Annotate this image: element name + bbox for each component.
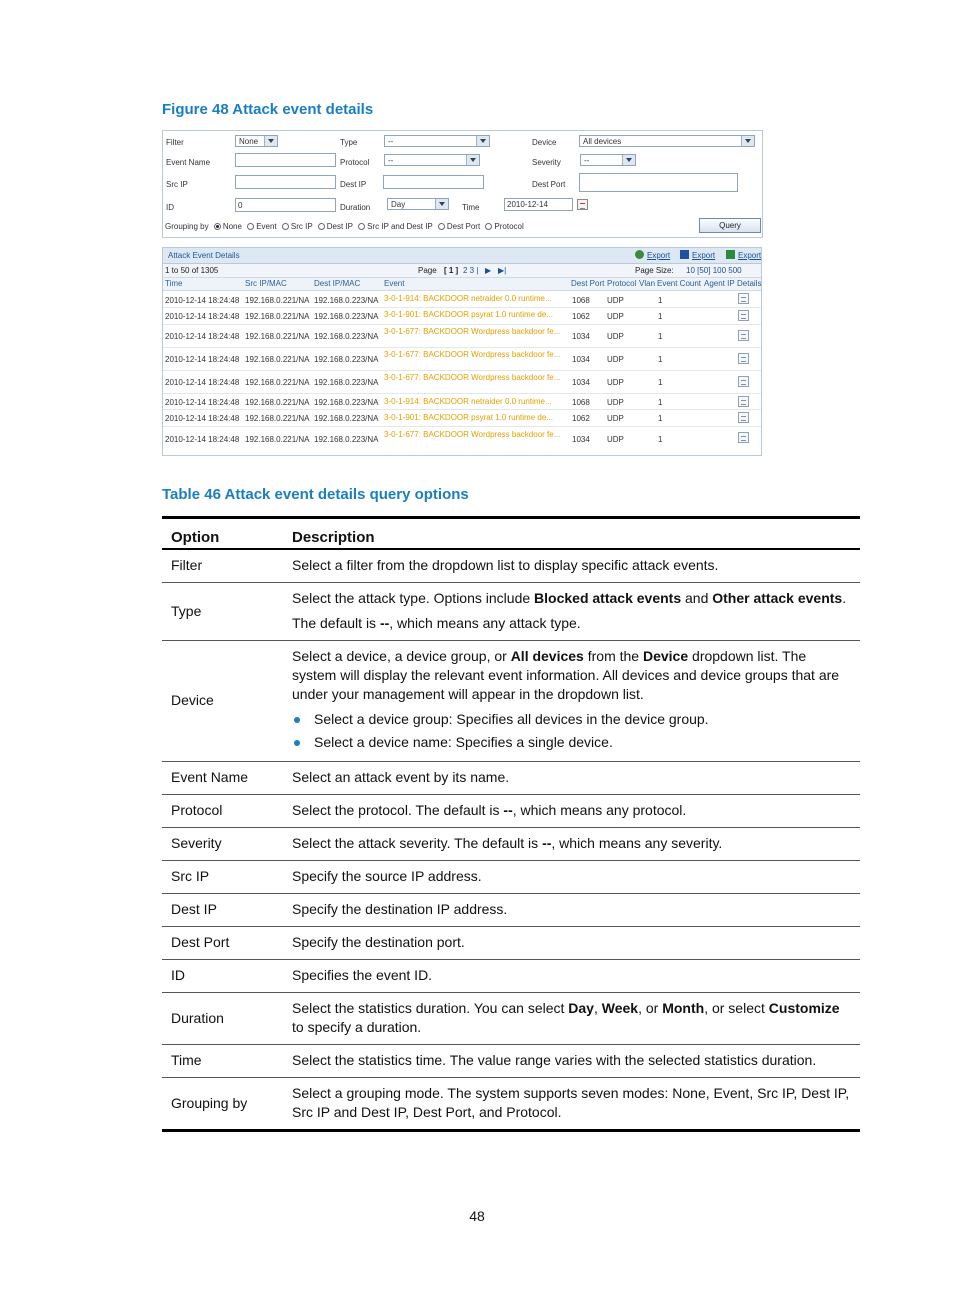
dest-ip-input[interactable]	[383, 175, 484, 189]
page-number: 48	[469, 1208, 485, 1224]
table-row: Protocol Select the protocol. The default is --, which means any protocol.	[162, 795, 860, 828]
details-icon[interactable]	[738, 432, 749, 443]
page-links[interactable]: 2 3 |	[463, 266, 479, 275]
chevron-down-icon	[741, 136, 754, 146]
table-column-headers	[163, 278, 761, 291]
radio-protocol[interactable]	[485, 223, 492, 230]
table-row[interactable]: 2010-12-14 18:24:48 192.168.0.221/NA 192.168.0.223/NA 3-0-1-901: BACKDOOR psyrat 1.0 runtime de... 1062 UDP 1	[163, 308, 761, 325]
next-page-icon[interactable]: ▶	[485, 266, 492, 275]
word-export-icon	[680, 250, 689, 259]
table-row: Dest Port Specify the destination port.	[162, 927, 860, 960]
radio-dest-port-label: Dest Port	[446, 222, 481, 231]
radio-event[interactable]	[247, 223, 254, 230]
table-row: Event Name Select an attack event by its name.	[162, 762, 860, 795]
severity-select[interactable]: --	[580, 154, 636, 166]
grouping-radio-group	[165, 222, 524, 231]
details-icon[interactable]	[738, 353, 749, 364]
radio-event-label: Event	[256, 222, 277, 231]
table-caption: Table 46 Attack event details query options	[162, 486, 469, 503]
table-row: Type Select the attack type. Options include Blocked attack events and Other attack events. The default is --, which means any attack type.	[162, 583, 860, 641]
chevron-down-icon	[476, 136, 489, 146]
export-csv-link[interactable]: Export	[635, 250, 670, 260]
chevron-down-icon	[622, 155, 635, 165]
radio-src-ip-label: Src IP	[290, 222, 313, 231]
radio-none[interactable]	[214, 223, 221, 230]
details-icon[interactable]	[738, 310, 749, 321]
page-label: Page	[418, 266, 437, 275]
page-size-label: Page Size:	[635, 266, 674, 275]
record-range: 1 to 50 of 1305	[165, 266, 219, 275]
device-bullet-list	[292, 708, 851, 754]
col-vlan[interactable]: Vlan	[639, 279, 656, 288]
event-name-input[interactable]	[235, 153, 336, 167]
table-header-row	[162, 518, 860, 550]
table-row[interactable]: 2010-12-14 18:24:48 192.168.0.221/NA 192.168.0.223/NA 3-0-1-914: BACKDOOR netraider 0.0 runtime... 1068 UDP 1	[163, 291, 761, 308]
table-row: ID Specifies the event ID.	[162, 960, 860, 993]
table-row: Src IP Specify the source IP address.	[162, 861, 860, 894]
col-dest-port[interactable]: Dest Port	[571, 279, 605, 288]
pagination-bar	[163, 264, 761, 278]
table-header-bar	[163, 248, 761, 264]
radio-src-and-dest-ip-label: Src IP and Dest IP	[367, 222, 433, 231]
page-size-options[interactable]: 10 [50] 100 500	[686, 266, 742, 275]
filter-label: Filter	[166, 138, 184, 147]
excel-export-icon	[726, 250, 735, 259]
table-row: Grouping by Select a grouping mode. The system supports seven modes: None, Event, Src IP, Dest IP, Src IP and Dest IP, Dest Port, and Protocol.	[162, 1078, 860, 1131]
attack-event-table	[162, 247, 762, 456]
current-page: [ 1 ]	[444, 266, 459, 275]
table-row[interactable]: 2010-12-14 18:24:48 192.168.0.221/NA 192.168.0.223/NA 3-0-1-677: BACKDOOR Wordpress backdoor fe... 1034 UDP 1	[163, 427, 761, 449]
grouping-label: Grouping by	[165, 222, 209, 231]
protocol-label: Protocol	[340, 158, 370, 167]
chevron-down-icon	[435, 199, 448, 209]
details-icon[interactable]	[738, 396, 749, 407]
id-input[interactable]: 0	[235, 198, 336, 212]
chevron-down-icon	[466, 155, 479, 165]
table-row: Duration Select the statistics duration. You can select Day, Week, or Month, or select Customize to specify a duration.	[162, 993, 860, 1045]
list-item: Select a device name: Specifies a single device.	[314, 731, 851, 754]
radio-protocol-label: Protocol	[494, 222, 524, 231]
table-row: Time Select the statistics time. The value range varies with the selected statistics duration.	[162, 1045, 860, 1078]
severity-label: Severity	[532, 158, 561, 167]
radio-dest-ip-label: Dest IP	[326, 222, 353, 231]
dest-ip-label: Dest IP	[340, 180, 367, 189]
calendar-icon[interactable]	[577, 199, 588, 210]
query-button[interactable]: Query	[699, 218, 761, 233]
header-description: Description	[283, 518, 860, 550]
src-ip-input[interactable]	[235, 175, 336, 189]
radio-src-and-dest-ip[interactable]	[358, 223, 365, 230]
id-label: ID	[166, 203, 174, 212]
dest-port-input[interactable]	[579, 173, 738, 192]
table-row: Severity Select the attack severity. The default is --, which means any severity.	[162, 828, 860, 861]
col-details: Details	[737, 279, 762, 288]
details-icon[interactable]	[738, 376, 749, 387]
last-page-icon[interactable]: ▶|	[498, 266, 507, 275]
details-icon[interactable]	[738, 412, 749, 423]
export-doc-link[interactable]: Export	[680, 250, 715, 260]
details-icon[interactable]	[738, 330, 749, 341]
col-agent-ip[interactable]: Agent IP	[704, 279, 735, 288]
filter-select[interactable]: None	[235, 135, 278, 147]
col-dest-ip[interactable]: Dest IP/MAC	[314, 279, 361, 288]
chevron-down-icon	[264, 136, 277, 146]
radio-dest-ip[interactable]	[318, 223, 325, 230]
table-row: Dest IP Specify the destination IP address.	[162, 894, 860, 927]
time-input[interactable]: 2010-12-14	[504, 198, 573, 211]
table-row[interactable]: 2010-12-14 18:24:48 192.168.0.221/NA 192.168.0.223/NA 3-0-1-914: BACKDOOR netraider 0.0 runtime... 1068 UDP 1	[163, 394, 761, 410]
radio-dest-port[interactable]	[438, 223, 445, 230]
device-label: Device	[532, 138, 557, 147]
col-event[interactable]: Event	[384, 279, 405, 288]
event-name-label: Event Name	[166, 158, 211, 167]
globe-export-icon	[635, 250, 644, 259]
table-row[interactable]: 2010-12-14 18:24:48 192.168.0.221/NA 192.168.0.223/NA 3-0-1-901: BACKDOOR psyrat 1.0 runtime de... 1062 UDP 1	[163, 410, 761, 427]
type-select[interactable]: --	[384, 135, 490, 147]
figure-caption: Figure 48 Attack event details	[162, 101, 374, 118]
time-label: Time	[462, 203, 480, 212]
query-options-table	[162, 516, 860, 1132]
device-select[interactable]: All devices	[579, 135, 755, 147]
radio-none-label: None	[222, 222, 242, 231]
type-label: Type	[340, 138, 358, 147]
details-icon[interactable]	[738, 293, 749, 304]
export-xls-link[interactable]: Export	[726, 250, 761, 260]
table-row[interactable]: 2010-12-14 18:24:48 192.168.0.221/NA 192.168.0.223/NA 3-0-1-677: BACKDOOR Wordpress backdoor fe... 1034 UDP 1	[163, 371, 761, 394]
attack-event-screenshot	[162, 130, 763, 456]
table-row: Filter Select a filter from the dropdown list to display specific attack events.	[162, 549, 860, 583]
list-item: Select a device group: Specifies all devices in the device group.	[314, 708, 851, 731]
col-time[interactable]: Time	[165, 279, 183, 288]
radio-src-ip[interactable]	[282, 223, 289, 230]
duration-select[interactable]: Day	[387, 198, 449, 210]
table-row[interactable]: 2010-12-14 18:24:48 192.168.0.221/NA 192.168.0.223/NA 3-0-1-677: BACKDOOR Wordpress backdoor fe... 1034 UDP 1	[163, 348, 761, 371]
duration-label: Duration	[340, 203, 371, 212]
header-option: Option	[162, 518, 283, 550]
dest-port-label: Dest Port	[532, 180, 566, 189]
query-form	[162, 130, 763, 238]
src-ip-label: Src IP	[166, 180, 188, 189]
col-event-count[interactable]: Event Count	[657, 279, 702, 288]
col-protocol[interactable]: Protocol	[607, 279, 637, 288]
table-title: Attack Event Details	[168, 251, 240, 260]
col-src-ip[interactable]: Src IP/MAC	[245, 279, 287, 288]
protocol-select[interactable]: --	[384, 154, 480, 166]
table-row: Device Select a device, a device group, or All devices from the Device dropdown list. The system will display the relevant event information. All devices and device groups that are under your management will appear in the dropdown list. Select a device group: Specifies all devices in the device group. Select a device name: Specifies a single device.	[162, 641, 860, 762]
table-row[interactable]: 2010-12-14 18:24:48 192.168.0.221/NA 192.168.0.223/NA 3-0-1-677: BACKDOOR Wordpress backdoor fe... 1034 UDP 1	[163, 325, 761, 348]
